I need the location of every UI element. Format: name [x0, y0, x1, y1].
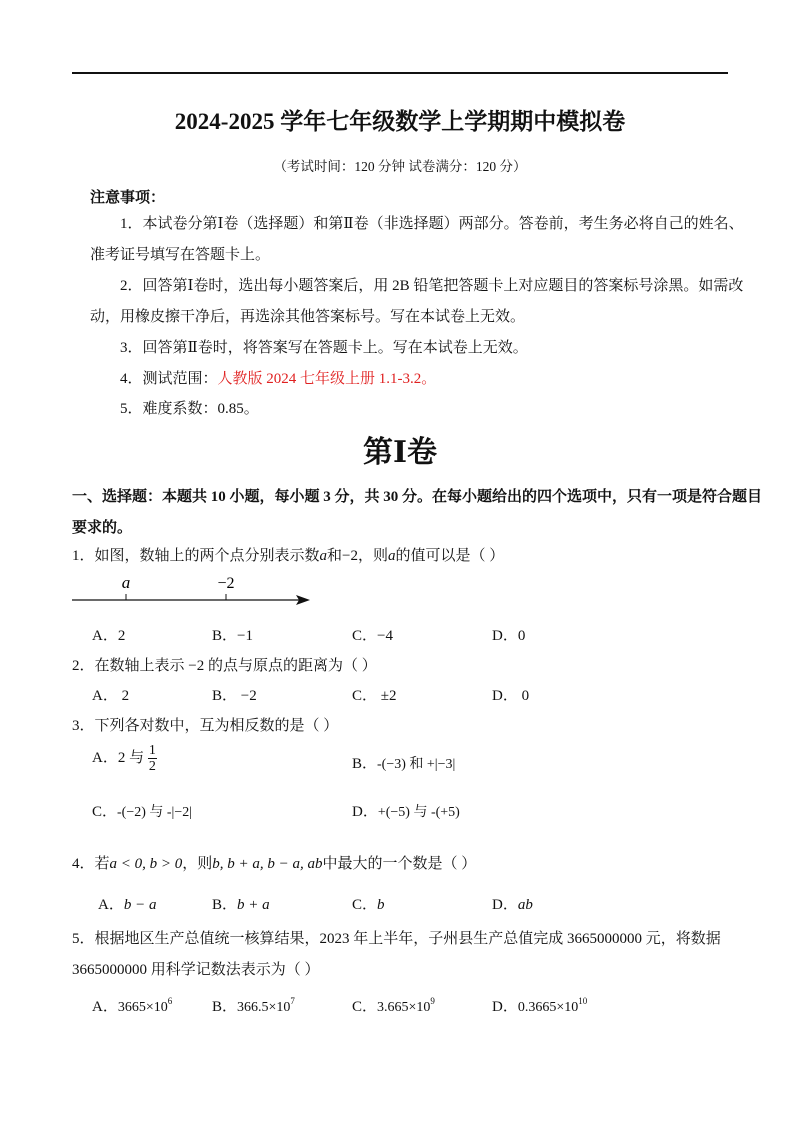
q1-option-d[interactable]: D．0: [492, 628, 526, 644]
q3-b-expr: -(−3) 和 +|−3|: [377, 757, 456, 772]
q2-option-d[interactable]: D． 0: [492, 688, 530, 704]
q5-option-d[interactable]: [492, 995, 587, 1016]
section-heading: 一、选择题：本题共 10 小题，每小题 3 分，共 30 分。在每小题给出的四个选项中，只有一项是符合题目: [72, 489, 763, 505]
note-4: [120, 369, 436, 389]
note-3: 3．回答第Ⅱ卷时，将答案写在答题卡上。写在本试卷上无效。: [120, 340, 528, 356]
q1-option-b[interactable]: B．−1: [212, 628, 253, 644]
q5-d-base: 0.3665×10: [517, 1000, 579, 1015]
q4-option-a[interactable]: [98, 893, 156, 914]
q2-option-c[interactable]: C． ±2: [352, 688, 397, 704]
note-5: 5．难度系数：0.85。: [120, 401, 259, 417]
q4-stem-b: ，则: [182, 856, 213, 872]
q4-list: b, b + a, b − a, ab: [212, 856, 323, 872]
q3-a-prefix: A．2 与: [92, 749, 145, 766]
q3-option-a[interactable]: [92, 743, 157, 774]
q4-option-c[interactable]: [352, 893, 385, 914]
q4-option-b[interactable]: [212, 893, 270, 914]
q4-condition: a < 0, b > 0: [109, 856, 183, 872]
q5-a-base: 3665×10: [117, 1000, 168, 1015]
q4-stem-a: 4．若: [72, 856, 110, 872]
q5-option-a[interactable]: [92, 995, 172, 1016]
q5-b-base: 366.5×10: [237, 1000, 291, 1015]
note-1-cont: 准考证号填写在答题卡上。: [90, 247, 271, 263]
q5-a-exp: 6: [167, 996, 173, 1006]
frac-denominator: 2: [148, 759, 156, 774]
exam-info: （考试时间：120 分钟 试卷满分：120 分）: [273, 159, 527, 174]
q4-stem-c: 中最大的一个数是（ ）: [322, 856, 477, 872]
q5-option-c[interactable]: [352, 995, 435, 1016]
question-5-stem-cont: 3665000000 用科学记数法表示为（ ）: [72, 962, 320, 978]
q3-b-label: B．: [352, 756, 378, 772]
q3-option-c[interactable]: [92, 800, 192, 821]
q4-option-d[interactable]: [492, 893, 533, 914]
note-2: 2．回答第Ⅰ卷时，选出每小题答案后，用 2B 铅笔把答题卡上对应题目的答案标号涂黑。如需改: [120, 278, 744, 294]
q4-c-expr: b: [377, 897, 385, 913]
q1-option-a[interactable]: A．2: [92, 628, 126, 644]
notes-heading: 注意事项：: [90, 190, 166, 206]
q1-stem-a: 1．如图，数轴上的两个点分别表示数: [72, 548, 320, 564]
q2-option-b[interactable]: B． −2: [212, 688, 257, 704]
q4-b-expr: b + a: [237, 897, 270, 913]
question-2-stem: 2．在数轴上表示 −2 的点与原点的距离为（ ）: [72, 658, 377, 674]
axis-label-a: a: [121, 573, 131, 592]
volume-title: 第Ⅰ卷: [362, 436, 438, 469]
q5-a-label: A．: [92, 999, 118, 1015]
q3-d-expr: +(−5) 与 -(+5): [377, 805, 460, 820]
note-4-label: 4．测试范围：: [120, 371, 218, 387]
axis-label-neg2: −2: [217, 575, 235, 592]
q1-var-a-2: a: [387, 548, 396, 564]
q4-a-expr: b − a: [123, 897, 157, 913]
q4-a-label: A．: [98, 897, 124, 913]
q5-d-exp: 10: [578, 996, 588, 1006]
q1-stem-b: 和−2，则: [327, 548, 388, 564]
q2-option-a[interactable]: A． 2: [92, 688, 130, 704]
q5-c-label: C．: [352, 999, 378, 1015]
q5-b-label: B．: [212, 999, 238, 1015]
q3-d-label: D．: [352, 804, 378, 820]
question-5-stem: 5．根据地区生产总值统一核算结果，2023 年上半年，子州县生产总值完成 3665000000 元，将数据: [72, 931, 721, 947]
q1-option-c[interactable]: C．−4: [352, 628, 393, 644]
q5-b-exp: 7: [290, 996, 295, 1006]
q3-c-expr: -(−2) 与 -|−2|: [117, 805, 193, 820]
q3-option-b[interactable]: [352, 752, 455, 773]
q4-d-label: D．: [492, 897, 518, 913]
frac-numerator: 1: [148, 743, 156, 758]
q1-var-a: a: [319, 548, 328, 564]
number-line: [70, 570, 320, 610]
note-2-cont: 动，用橡皮擦干净后，再选涂其他答案标号。写在本试卷上无效。: [90, 309, 526, 325]
section-heading-cont: 要求的。: [72, 520, 133, 536]
q4-b-label: B．: [212, 897, 238, 913]
q5-c-exp: 9: [430, 996, 435, 1006]
page-title: 2024-2025 学年七年级数学上学期期中模拟卷: [174, 109, 626, 134]
question-4-stem: [72, 852, 476, 873]
q3-option-d[interactable]: [352, 800, 460, 821]
q4-c-label: C．: [352, 897, 378, 913]
fraction-one-half: [148, 743, 157, 774]
note-4-scope: 人教版 2024 七年级上册 1.1-3.2。: [217, 371, 437, 387]
question-1-stem: [72, 544, 504, 565]
q5-option-b[interactable]: [212, 995, 295, 1016]
note-1: 1．本试卷分第Ⅰ卷（选择题）和第Ⅱ卷（非选择题）两部分。答卷前，考生务必将自己的姓名、: [120, 216, 744, 232]
q1-stem-c: 的值可以是（ ）: [395, 548, 505, 564]
question-3-stem: 3．下列各对数中，互为相反数的是（ ）: [72, 718, 339, 734]
q5-d-label: D．: [492, 999, 518, 1015]
q3-c-label: C．: [92, 804, 118, 820]
q5-c-base: 3.665×10: [377, 1000, 431, 1015]
top-rule: [72, 72, 728, 74]
q4-d-expr: ab: [517, 897, 533, 913]
